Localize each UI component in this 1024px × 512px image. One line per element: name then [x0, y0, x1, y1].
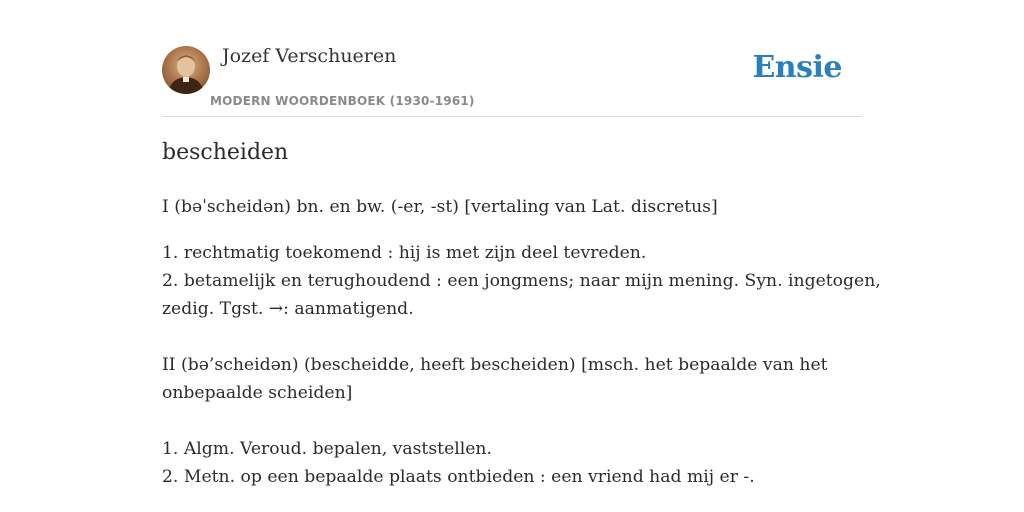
author-name[interactable]: Jozef Verschueren: [222, 45, 397, 67]
portrait-icon: [162, 46, 210, 94]
entry-headword: bescheiden: [162, 140, 289, 165]
sense-line: 2. Metn. op een bepaalde plaats ontbieden : een vriend had mij er -.: [162, 467, 755, 487]
entry-part2-senses: [162, 435, 862, 491]
sense-line: 2. betamelijk en terughoudend : een jongmens; naar mijn mening. Syn. ingetogen,: [162, 271, 881, 291]
entry-part1-senses: [162, 239, 881, 323]
sense-line: 1. Algm. Veroud. bepalen, vaststellen.: [162, 439, 492, 459]
part2-intro-line: onbepaalde scheiden]: [162, 383, 353, 403]
part2-intro-line: II (bə’scheidən) (bescheidde, heeft bescheiden) [msch. het bepaalde van het: [162, 355, 828, 375]
author-avatar[interactable]: [162, 46, 210, 94]
card-header: [162, 0, 862, 117]
part1-intro-text: I (bəˈscheidən) bn. en bw. (-er, -st) [vertaling van Lat. discretus]: [162, 197, 718, 217]
dictionary-card: [162, 0, 881, 512]
source-title[interactable]: MODERN WOORDENBOEK (1930-1961): [210, 94, 475, 108]
sense-line: zedig. Tgst. →: aanmatigend.: [162, 299, 414, 319]
entry-part2-intro: [162, 351, 862, 407]
sense-line: 1. rechtmatig toekomend : hij is met zijn deel tevreden.: [162, 243, 647, 263]
ensie-logo-link[interactable]: Ensie: [752, 50, 842, 85]
entry-part1-intro: [162, 193, 862, 221]
